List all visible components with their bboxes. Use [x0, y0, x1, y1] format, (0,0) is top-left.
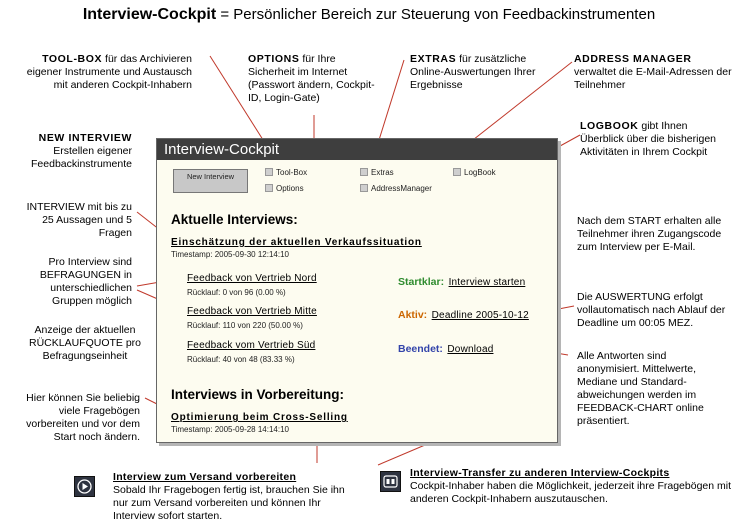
callout-versand-text: Sobald Ihr Fragebogen fertig ist, brauchen Sie ihn nur zum Versand vorbereiten und können Ihr Interview sofort starten. [113, 484, 345, 522]
title-rest: = Persönlicher Bereich zur Steuerung von Feedbackinstrumenten [216, 6, 656, 23]
callout-extras [410, 53, 538, 92]
callout-toolbox [14, 53, 192, 92]
current-interview-link[interactable]: Einschätzung der aktuellen Verkaufssituation [171, 237, 422, 248]
callout-extras-head: EXTRAS [410, 53, 457, 65]
callout-transfer-text: Cockpit-Inhaber haben die Möglichkeit, jederzeit ihre Fragebögen mit anderen Cockpit-Inhabern auszutauschen. [410, 480, 732, 505]
prep-interview-link[interactable]: Optimierung beim Cross-Selling [171, 412, 348, 423]
cockpit-title: Interview-Cockpit [157, 139, 557, 160]
callout-options-text: für Ihre Sicherheit im Internet (Passwort ändern, Cockpit-ID, Login-Gate) [248, 53, 375, 104]
status-startklar-label: Startklar: [398, 276, 445, 288]
toolbar-address-manager[interactable] [360, 184, 432, 194]
callout-befragungen: Pro Interview sind BEFRAGUNGEN in unterschiedlichen Gruppen möglich [39, 256, 132, 307]
callout-versand [113, 471, 353, 523]
callout-start: Nach dem START erhalten alle Teilnehmer ihren Zugangscode zum Interview per E-Mail. [577, 215, 722, 253]
options-label: Options [276, 184, 304, 193]
toolbox-label: Tool-Box [276, 168, 308, 177]
callout-transfer [410, 467, 736, 506]
callout-options [248, 53, 378, 105]
rucklauf-sued: Rücklauf: 40 von 48 (83.33 %) [187, 355, 295, 364]
address-manager-icon [360, 184, 368, 192]
status-beendet-label: Beendet: [398, 343, 443, 355]
group-link-sued[interactable]: Feedback vom Vertrieb Süd [187, 340, 316, 351]
status-aktiv [398, 305, 529, 323]
status-beendet [398, 339, 493, 357]
extras-label: Extras [371, 168, 394, 177]
callout-address-head: ADDRESS MANAGER [574, 53, 692, 65]
callout-antworten: Alle Antworten sind anonymisiert. Mittelwerte, Mediane und Standard-abweichungen werden im FEEDBACK-CHART online präsentiert. [577, 350, 704, 427]
logbook-label: LogBook [464, 168, 496, 177]
callout-fragebogen: Hier können Sie beliebig viele Fragebögen vorbereiten und vor dem Start noch ändern. [26, 392, 140, 443]
callout-new-interview [14, 132, 132, 171]
current-interview-timestamp: Timestamp: 2005-09-30 12:14:10 [171, 250, 289, 259]
transfer-icon [380, 471, 401, 492]
callout-logbook [580, 120, 730, 159]
options-icon [265, 184, 273, 192]
download-link[interactable]: Download [447, 344, 494, 355]
title-bold: Interview-Cockpit [82, 6, 217, 23]
logbook-icon [453, 168, 461, 176]
callout-logbook-text: gibt Ihnen Überblick über die bisherigen Aktivitäten in Ihrem Cockpit [580, 120, 716, 158]
toolbar-extras[interactable] [360, 168, 394, 178]
callout-versand-head: Interview zum Versand vorbereiten [113, 471, 297, 483]
callout-options-head: OPTIONS [248, 53, 300, 65]
status-aktiv-label: Aktiv: [398, 309, 428, 321]
callout-transfer-head: Interview-Transfer zu anderen Interview-Cockpits [410, 467, 670, 479]
start-interview-link[interactable]: Interview starten [448, 277, 526, 288]
toolbar-toolbox[interactable] [265, 168, 307, 178]
address-label: AddressManager [371, 184, 432, 193]
deadline-link[interactable]: Deadline 2005-10-12 [431, 310, 529, 321]
rucklauf-nord: Rücklauf: 0 von 96 (0.00 %) [187, 288, 286, 297]
status-startklar [398, 272, 525, 290]
callout-newint-text: Erstellen eigener Feedbackinstrumente [31, 145, 132, 170]
cockpit-window [156, 138, 558, 443]
prep-interview-timestamp: Timestamp: 2005-09-28 14:14:10 [171, 425, 289, 434]
prep-interviews-heading: Interviews in Vorbereitung: [171, 387, 345, 402]
callout-extras-text: für zusätzliche Online-Auswertungen Ihrer Ergebnisse [410, 53, 536, 91]
play-icon [74, 476, 95, 497]
callout-toolbox-head: TOOL-BOX [42, 53, 103, 65]
rucklauf-mitte: Rücklauf: 110 von 220 (50.00 %) [187, 321, 303, 330]
toolbar-logbook[interactable] [453, 168, 496, 178]
callout-toolbox-text: für das Archivieren eigener Instrumente und Austausch mit anderen Cockpit-Inhabern [26, 53, 192, 91]
toolbox-icon [265, 168, 273, 176]
callout-address-text: verwaltet die E-Mail-Adressen der Teilnehmer [574, 66, 732, 91]
callout-interview: INTERVIEW mit bis zu 25 Aussagen und 5 Fragen [26, 201, 132, 239]
extras-icon [360, 168, 368, 176]
callout-newint-head: NEW INTERVIEW [38, 132, 132, 144]
callout-address [574, 53, 732, 92]
group-link-nord[interactable]: Feedback von Vertrieb Nord [187, 273, 317, 284]
callout-quote: Anzeige der aktuellen RÜCKLAUFQUOTE pro Befragungseinheit [28, 324, 142, 362]
group-link-mitte[interactable]: Feedback von Vertrieb Mitte [187, 306, 317, 317]
new-interview-button[interactable]: New Interview [173, 169, 248, 193]
callout-auswertung: Die AUSWERTUNG erfolgt vollautomatisch nach Ablauf der Deadline um 00:05 MEZ. [577, 291, 726, 329]
toolbar-options[interactable] [265, 184, 304, 194]
current-interviews-heading: Aktuelle Interviews: [171, 212, 298, 227]
page-title [0, 6, 738, 24]
callout-logbook-head: LOGBOOK [580, 120, 639, 132]
